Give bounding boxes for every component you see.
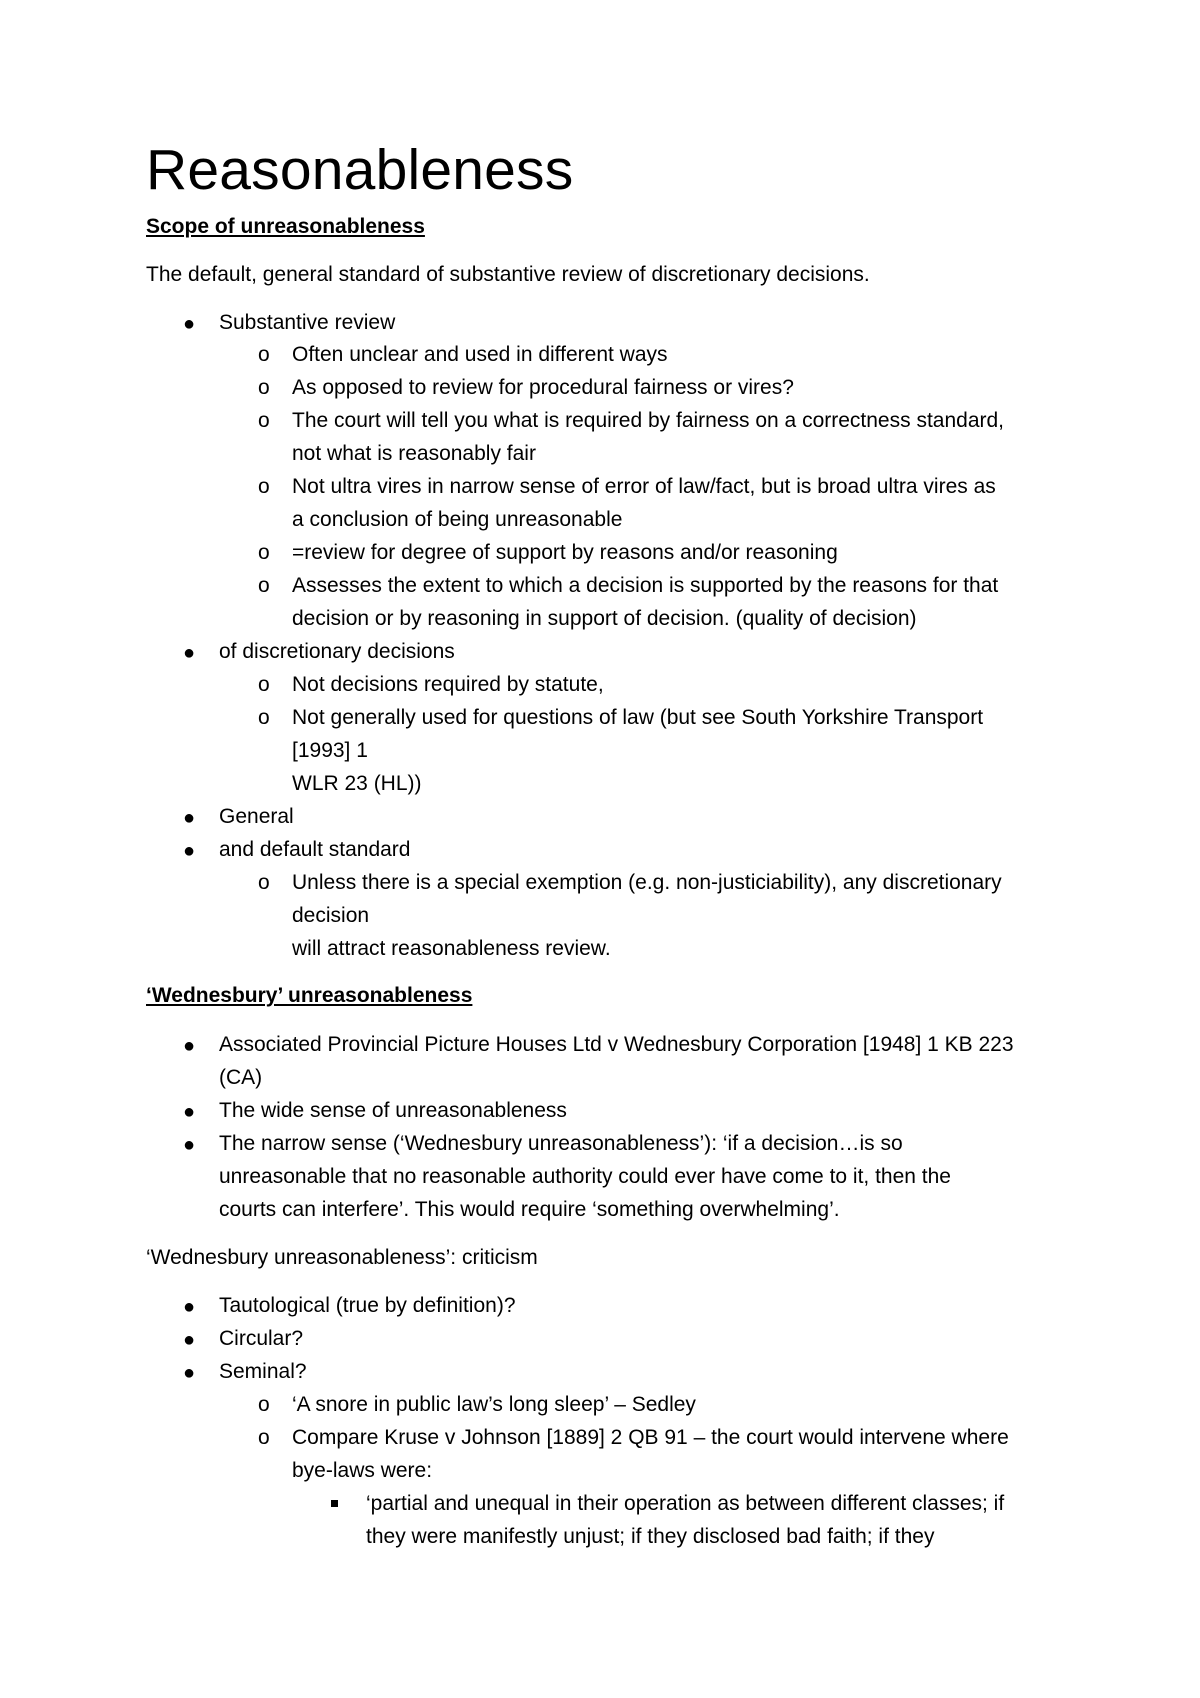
section-heading-scope: Scope of unreasonableness [146,215,425,238]
list-item-general: General [219,805,294,828]
intro-paragraph: The default, general standard of substantive review of discretionary decisions. [146,263,870,286]
list-item: Seminal? [219,1360,307,1383]
list-item-continuation: decision or by reasoning in support of decision. (quality of decision) [292,607,917,630]
sub-bullet-marker: o [258,706,270,729]
list-item-continuation: will attract reasonableness review. [292,937,611,960]
section-heading-wednesbury: ‘Wednesbury’ unreasonableness [146,984,473,1007]
list-item-continuation: they were manifestly unjust; if they disclosed bad faith; if they [366,1525,935,1548]
list-item: The wide sense of unreasonableness [219,1099,567,1122]
list-item: Associated Provincial Picture Houses Ltd v Wednesbury Corporation [1948] 1 KB 223 [219,1033,1014,1056]
list-item: Compare Kruse v Johnson [1889] 2 QB 91 – the court would intervene where [292,1426,1009,1449]
list-item: Assesses the extent to which a decision is supported by the reasons for that [292,574,999,597]
bullet-marker: ● [183,1134,196,1156]
list-item-continuation: unreasonable that no reasonable authority could ever have come to it, then the [219,1165,951,1188]
bullet-marker: ● [183,1296,196,1318]
list-item: Not generally used for questions of law (but see South Yorkshire Transport [292,706,984,729]
list-item-continuation: courts can interfere’. This would require ‘something overwhelming’. [219,1198,840,1221]
section-heading-criticism: ‘Wednesbury unreasonableness’: criticism [146,1246,538,1269]
sub-bullet-marker: o [258,475,270,498]
sub-bullet-marker: o [258,541,270,564]
sub-bullet-marker: o [258,409,270,432]
list-item: As opposed to review for procedural fairness or vires? [292,376,794,399]
list-item: Circular? [219,1327,304,1350]
list-item-default-standard: and default standard [219,838,411,861]
bullet-marker: ● [183,1101,196,1123]
sub-bullet-marker: o [258,871,270,894]
bullet-marker: ● [183,313,196,335]
list-item: ‘partial and unequal in their operation as between different classes; if [366,1492,1005,1515]
sub-bullet-marker: o [258,574,270,597]
list-item: Unless there is a special exemption (e.g. non-justiciability), any discretionary [292,871,1002,894]
list-item: Tautological (true by definition)? [219,1294,516,1317]
square-bullet-icon [331,1500,338,1507]
list-item: Not ultra vires in narrow sense of error of law/fact, but is broad ultra vires as [292,475,996,498]
sub-bullet-marker: o [258,673,270,696]
page-title: Reasonableness [146,138,574,202]
bullet-marker: ● [183,1035,196,1057]
bullet-marker: ● [183,840,196,862]
sub-bullet-marker: o [258,1426,270,1449]
bullet-marker: ● [183,1329,196,1351]
bullet-marker: ● [183,807,196,829]
bullet-marker: ● [183,642,196,664]
list-item: ‘A snore in public law’s long sleep’ – Sedley [292,1393,696,1416]
list-item-discretionary: of discretionary decisions [219,640,455,663]
sub-bullet-marker: o [258,376,270,399]
list-item-substantive-review: Substantive review [219,311,396,334]
list-item: Not decisions required by statute, [292,673,604,696]
list-item-continuation: not what is reasonably fair [292,442,536,465]
list-item-continuation: decision [292,904,370,927]
sub-bullet-marker: o [258,1393,270,1416]
list-item-continuation: WLR 23 (HL)) [292,772,422,795]
list-item-continuation: bye-laws were: [292,1459,433,1482]
list-item-continuation: [1993] 1 [292,739,368,762]
list-item-continuation: a conclusion of being unreasonable [292,508,623,531]
list-item: =review for degree of support by reasons and/or reasoning [292,541,838,564]
list-item: The court will tell you what is required by fairness on a correctness standard, [292,409,1005,432]
bullet-marker: ● [183,1362,196,1384]
list-item-continuation: (CA) [219,1066,263,1089]
sub-bullet-marker: o [258,343,270,366]
list-item: Often unclear and used in different ways [292,343,668,366]
list-item: The narrow sense (‘Wednesbury unreasonableness’): ‘if a decision…is so [219,1132,903,1155]
